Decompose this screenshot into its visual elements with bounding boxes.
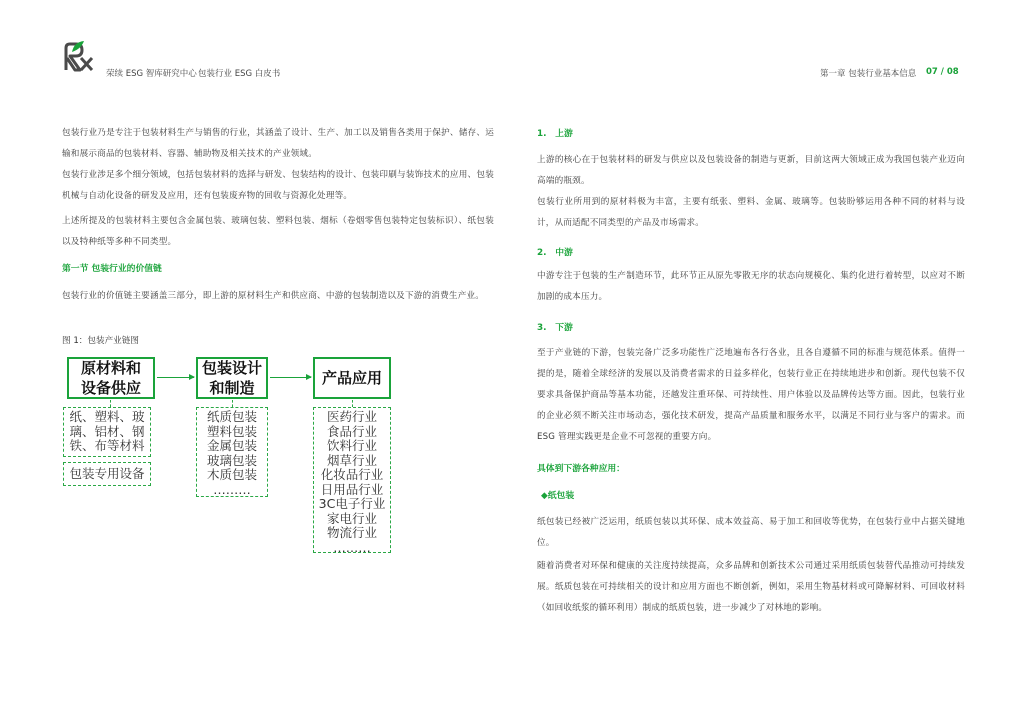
right-paragraph-2: 包装行业所用到的原材料极为丰富，主要有纸张、塑料、金属、玻璃等。包装盼够运用各种不同的材料与设计，从而适配不同类型的产品及市场需求。 <box>537 197 965 228</box>
packaging-types-list: 纸质包装 塑料包装 金属包装 玻璃包装 木质包装 ……… <box>196 407 268 497</box>
left-paragraph-2: 包装行业涉足多个细分领域，包括包装材料的选择与研发、包装结构的设计、包装印刷与装饰技术的应用、包装机械与自动化设备的研发及应用，还有包装废弃物的回收与资源化处理等。 <box>62 170 494 201</box>
connector-line <box>110 400 111 407</box>
left-paragraph-4: 包装行业的价值链主要涵盖三部分，即上游的原材料生产和供应商、中游的包装制造以及下游的消费生产业。 <box>62 291 485 301</box>
header-chapter: 第一章 包装行业基本信息 <box>820 69 917 79</box>
raw-material-box: 原材料和 设备供应 <box>67 357 155 399</box>
arrow-right-icon <box>270 377 311 378</box>
paper-packaging-bullet: ◆纸包装 <box>541 491 575 501</box>
application-subheading: 具体到下游各种应用： <box>537 464 625 474</box>
right-paragraph-1: 上游的核心在于包装材料的研发与供应以及包装设备的制造与更新，目前这两大领域正成为我国包装产业迈向高端的瓶颈。 <box>537 155 965 186</box>
left-paragraph-3: 上述所提及的包装材料主要包含金属包装、玻璃包装、塑料包装、烟标（卷烟零售包装特定包装标识）、纸包装以及特种纸等多种不同类型。 <box>62 216 494 247</box>
upstream-heading: 1. 上游 <box>537 129 573 139</box>
equipment-box: 包装专用设备 <box>63 462 151 486</box>
page-number: 07 / 08 <box>926 67 959 77</box>
left-paragraph-1: 包装行业乃是专注于包装材料生产与销售的行业，其涵盖了设计、生产、加工以及销售各类用于保护、储存、运输和展示商品的包装材料、容器、辅助物及相关技术的产业领域。 <box>62 128 494 159</box>
right-paragraph-3: 中游专注于包装的生产制造环节，此环节正从原先零散无序的状态向规模化、集约化进行着转型，以应对不断加剧的成本压力。 <box>537 271 965 302</box>
header-report: 包装行业 ESG 白皮书 <box>198 69 281 79</box>
section-title: 第一节 包装行业的价值链 <box>62 264 162 274</box>
arrow-right-icon <box>157 377 194 378</box>
connector-line <box>232 400 233 407</box>
industries-list: 医药行业 食品行业 饮料行业 烟草行业 化妆品行业 日用品行业 3C电子行业 家电行业 物流行业 ……… <box>313 407 391 553</box>
rx-logo <box>62 40 100 72</box>
right-paragraph-6: 随着消费者对环保和健康的关注度持续提高，众多品牌和创新技术公司通过采用纸质包装替代品推动可持续发展。纸质包装在可持续相关的设计和应用方面也不断创新，例如，采用生物基材料或可降解材料、可回收材料（如回收纸浆的循环利用）制成的纸质包装，进一步减少了对林地的影响。 <box>537 561 965 613</box>
right-paragraph-5: 纸包装已经被广泛运用，纸质包装以其环保、成本效益高、易于加工和回收等优势，在包装行业中占据关键地位。 <box>537 517 965 548</box>
figure-caption: 图 1：包装产业链图 <box>62 336 139 346</box>
manufacturing-box: 包装设计 和制造 <box>196 357 268 399</box>
application-box: 产品应用 <box>313 357 391 399</box>
raw-material-list: 纸、塑料、玻 璃、铝材、钢 铁、布等材料 <box>63 407 151 457</box>
midstream-heading: 2. 中游 <box>537 248 573 258</box>
header-org: 荣续 ESG 智库研究中心 <box>106 69 197 79</box>
downstream-heading: 3. 下游 <box>537 323 573 333</box>
connector-line <box>352 400 353 407</box>
right-paragraph-4: 至于产业链的下游，包装完备广泛多功能性广泛地遍布各行各业，且各自遵循不同的标准与规范体系。值得一提的是，随着全球经济的发展以及消费者需求的日益多样化，包装行业正在持续地进步和创新。现代包装不仅要求具备保护商品等基本功能，还越发注重环保、可持续性、用户体验以及品牌传达等方面。因此，包装行业的企业必须不断关注市场动态，强化技术研发，提高产品质量和服务水平，以满足不同行业与客户的需求。而 ESG 管理实践更是企业不可忽视的重要方向。 <box>537 348 965 442</box>
